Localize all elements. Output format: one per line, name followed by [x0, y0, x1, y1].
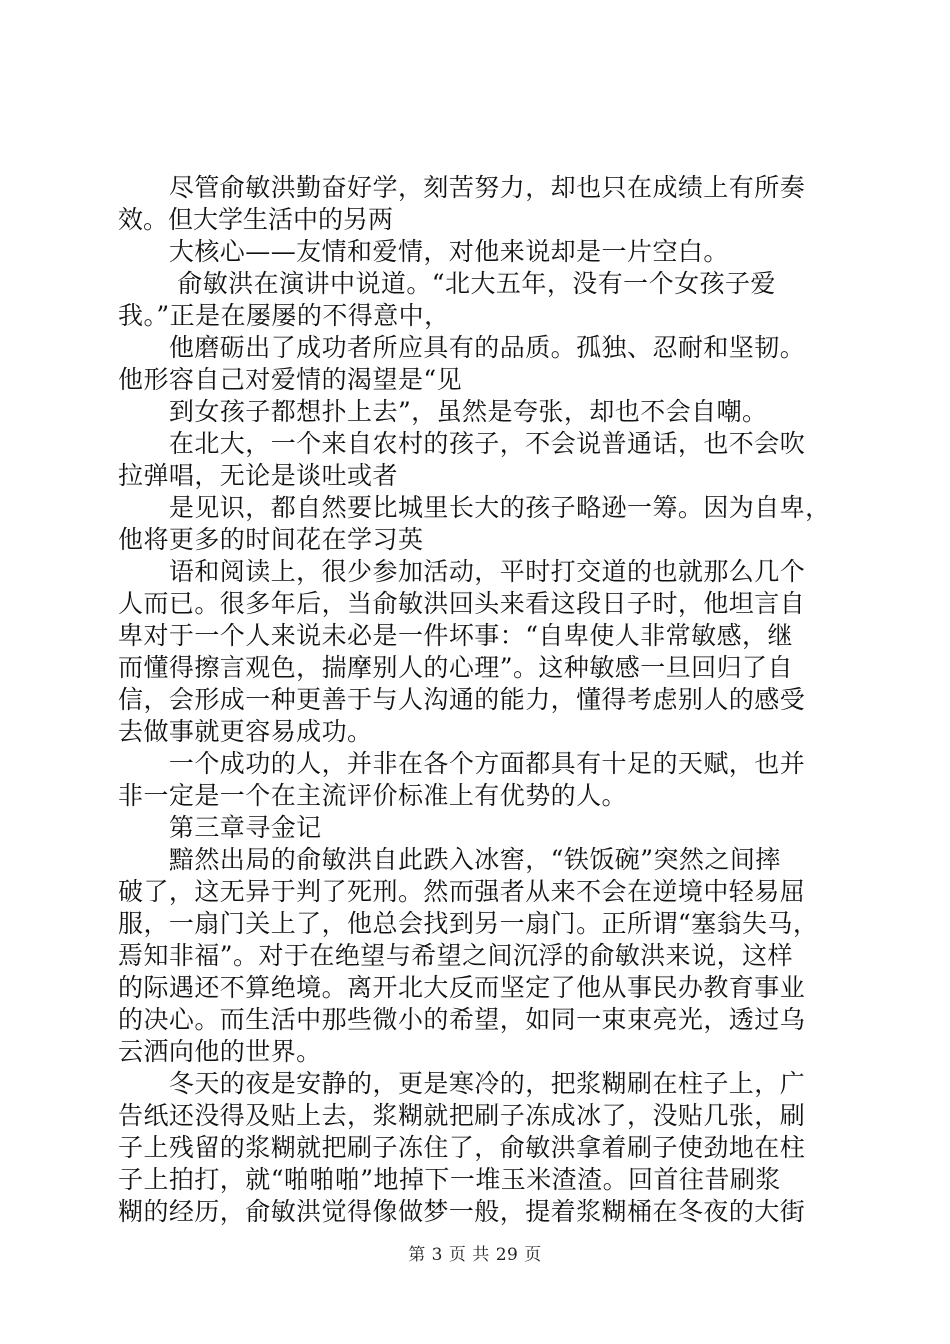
text-line: 效。但大学生活中的另两: [118, 205, 394, 234]
text-line: 的际遇还不算绝境。离开北大反而坚定了他从事民办教育事业: [118, 973, 806, 1002]
text-line: 人而已。很多年后，当俞敏洪回头来看这段日子时，他坦言自: [118, 589, 806, 618]
text-line: 子上残留的浆糊就把刷子冻住了，俞敏洪拿着刷子使劲地在柱: [118, 1133, 806, 1162]
text-line: 到女孩子都想扑上去”，虽然是夸张，却也不会自嘲。: [118, 397, 768, 426]
text-line: 非一定是一个在主流评价标准上有优势的人。: [118, 781, 628, 810]
text-line: 卑对于一个人来说未必是一件坏事：“自卑使人非常敏感，继: [118, 621, 793, 650]
text-line: 去做事就更容易成功。: [118, 717, 373, 746]
text-line: 尽管俞敏洪勤奋好学，刻苦努力，却也只在成绩上有所奏: [118, 173, 806, 202]
text-line: 大核心——友情和爱情，对他来说却是一片空白。: [118, 237, 729, 266]
text-line: 他磨砺出了成功者所应具有的品质。孤独、忍耐和坚韧。: [118, 333, 806, 362]
text-line: 在北大，一个来自农村的孩子，不会说普通话，也不会吹: [118, 429, 806, 458]
document-body: [118, 172, 830, 1228]
text-line: 焉知非福”。对于在绝望与希望之间沉浮的俞敏洪来说，这样: [118, 941, 793, 970]
text-line: 拉弹唱，无论是谈吐或者: [118, 461, 398, 490]
text-line: 是见识，都自然要比城里长大的孩子略逊一筹。因为自卑，: [118, 493, 831, 522]
text-line: 俞敏洪在演讲中说道。“北大五年，没有一个女孩子爱: [118, 269, 776, 298]
text-line: 我。”正是在屡屡的不得意中，: [118, 301, 450, 330]
text-line: 糊的经历，俞敏洪觉得像做梦一般，提着浆糊桶在冬夜的大街: [118, 1197, 806, 1226]
text-line: 子上拍打，就“啪啪啪”地掉下一堆玉米渣渣。回首往昔刷浆: [118, 1165, 781, 1194]
text-line: 而懂得擦言观色，揣摩别人的心理”。这种敏感一旦回归了自: [118, 653, 793, 682]
text-line: 他将更多的时间花在学习英: [118, 525, 424, 554]
text-line: 破了，这无异于判了死刑。然而强者从来不会在逆境中轻易屈: [118, 877, 806, 906]
text-line: 信，会形成一种更善于与人沟通的能力，懂得考虑别人的感受: [118, 685, 806, 714]
text-line: 他形容自己对爱情的渴望是“见: [118, 365, 463, 394]
text-line: 云洒向他的世界。: [118, 1037, 322, 1066]
text-line: 语和阅读上，很少参加活动，平时打交道的也就那么几个: [118, 557, 806, 586]
page-number-footer: 第 3 页 共 29 页: [408, 1245, 542, 1265]
text-line: 冬天的夜是安静的，更是寒冷的，把浆糊刷在柱子上，广: [118, 1069, 806, 1098]
chapter-heading: 第三章寻金记: [118, 813, 322, 842]
text-line: 服，一扇门关上了，他总会找到另一扇门。正所谓“塞翁失马，: [118, 909, 819, 938]
text-line: 告纸还没得及贴上去，浆糊就把刷子冻成冰了，没贴几张，刷: [118, 1101, 806, 1130]
text-line: 黯然出局的俞敏洪自此跌入冰窖，“铁饭碗”突然之间摔: [118, 845, 781, 874]
text-line: 一个成功的人，并非在各个方面都具有十足的天赋，也并: [118, 749, 806, 778]
text-line: 的决心。而生活中那些微小的希望，如同一束束亮光，透过乌: [118, 1005, 806, 1034]
